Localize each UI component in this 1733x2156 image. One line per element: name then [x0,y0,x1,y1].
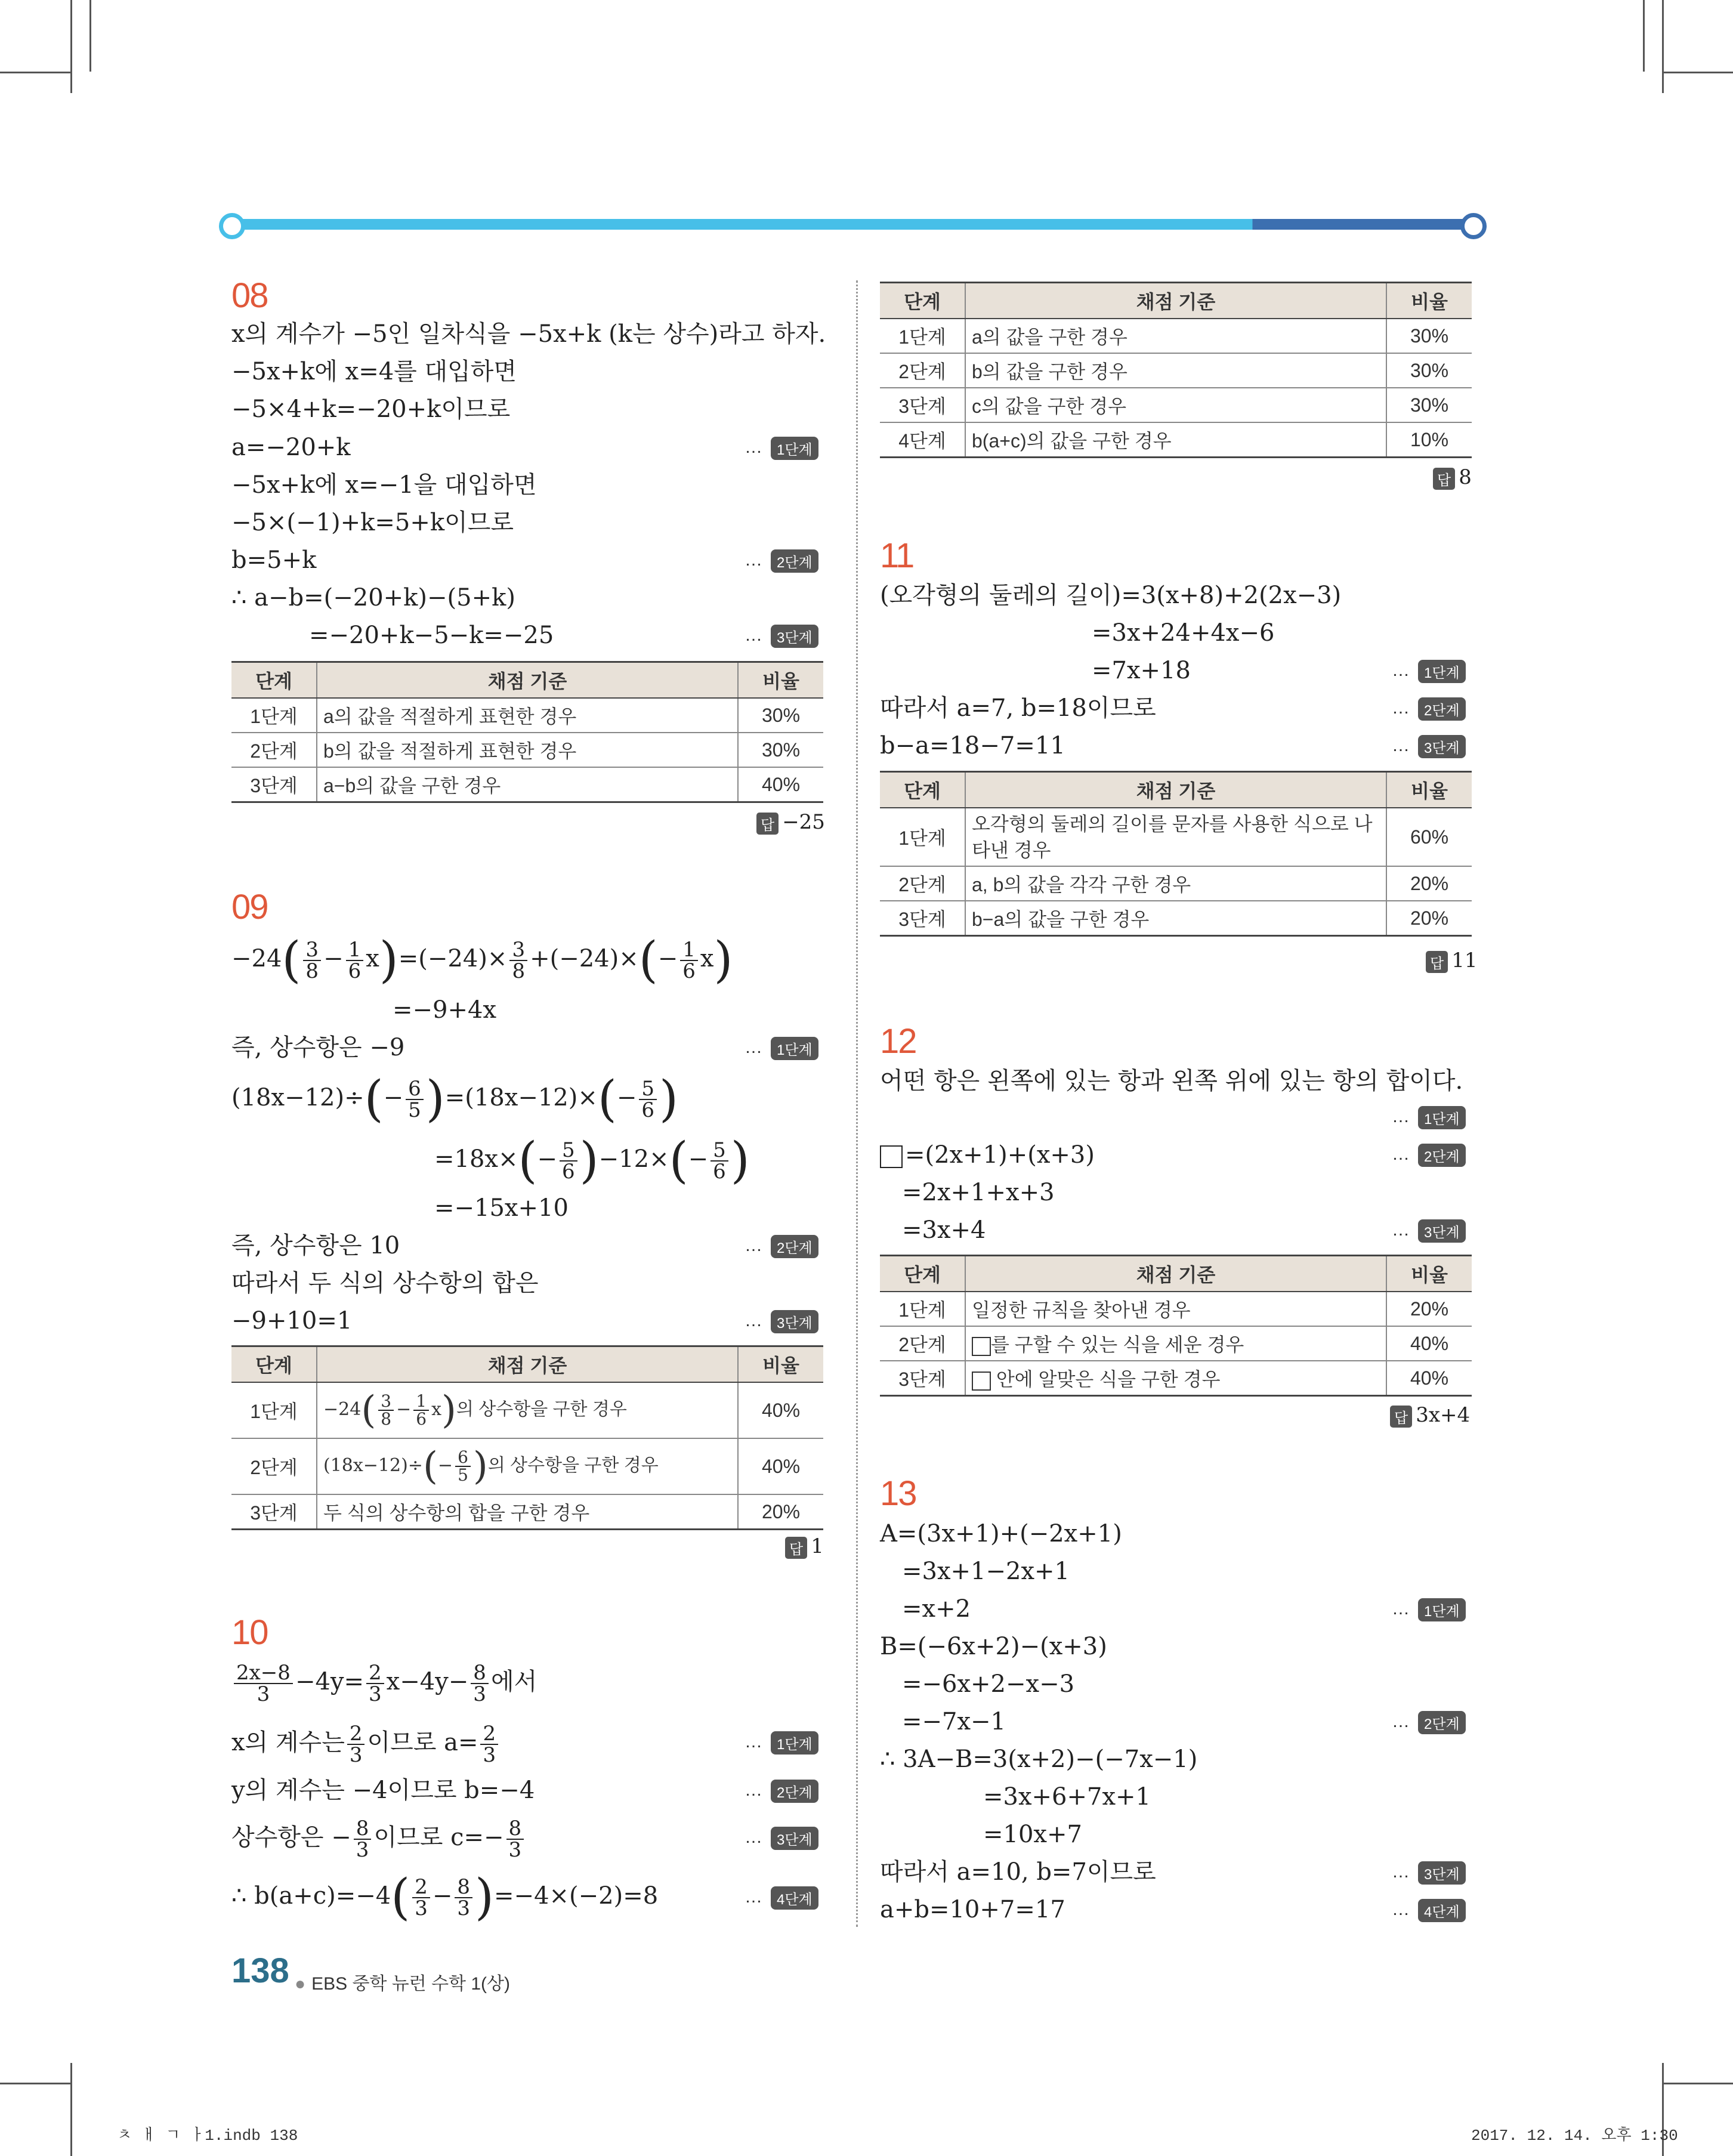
step-marker: … 2단계 [1392,1711,1466,1734]
step-marker: … 3단계 [1392,1861,1466,1885]
solution-line: =18x×(− $\frac{5}{6}$ )−12×(− $\frac{5}{6}$ ) [434,1132,750,1189]
solution-line: =2x+1+x+3 [902,1179,1055,1206]
blank-box [972,1372,991,1391]
question-number-08: 08 [231,276,268,315]
step-marker: … 4단계 [1392,1899,1466,1922]
step-marker: … 4단계 [745,1886,818,1910]
solution-line: B=(−6x+2)−(x+3) [880,1633,1107,1660]
book-title: ● EBS 중학 뉴런 수학 1(상) [295,1974,511,1994]
step-marker: … 3단계 [745,1310,818,1333]
question-number-10: 10 [231,1613,268,1652]
solution-line: 즉, 상수항은 −9 [231,1034,405,1061]
solution-line: −5x+k에 x=−1을 대입하면 [231,471,537,499]
solution-line: −5×(−1)+k=5+k이므로 [231,509,514,536]
crop-mark [1662,72,1733,73]
solution-line: =−6x+2−x−3 [902,1670,1075,1698]
answer-09: 답 1 [785,1534,824,1559]
question-number-09: 09 [231,888,268,926]
solution-line: 어떤 항은 왼쪽에 있는 항과 왼쪽 위에 있는 항의 합이다. [880,1067,1463,1095]
print-date: 2017. 12. 14. 오후 1:30 [1471,2127,1678,2145]
solution-line: $\frac{2x-8}{3}$ −4y= $\frac{2}{3}$ x−4y− $\frac{8}{3}$ 에서 [231,1656,537,1707]
solution-line: (오각형의 둘레의 길이)=3(x+8)+2(2x−3) [880,582,1342,609]
question-number-12: 12 [880,1022,916,1061]
solution-line: =x+2 [902,1595,971,1623]
solution-line: =3x+1−2x+1 [902,1558,1070,1585]
solution-line: ∴ a−b=(−20+k)−(5+k) [231,584,515,611]
solution-line: 따라서 두 식의 상수항의 합은 [231,1269,539,1297]
solution-line: =7x+18 [1092,657,1191,684]
step-marker: … 1단계 [1392,1106,1466,1129]
solution-line: (18x−12)÷(− $\frac{6}{5}$ )=(18x−12)×(− $\frac{5}{6}$ ) [231,1071,679,1128]
file-name: ㅊ ㅐ ㄱ ㅏ1.indb 138 [117,2127,298,2145]
solution-line: =3x+24+4x−6 [1092,619,1275,647]
header-bar-right-dot [1460,213,1487,239]
step-marker: … 2단계 [745,549,818,573]
crop-mark [1662,2083,1733,2084]
step-marker: … 2단계 [1392,1144,1466,1167]
step-marker: … 1단계 [1392,1598,1466,1621]
solution-line: −5x+k에 x=4를 대입하면 [231,358,517,385]
page-number: 138 [231,1951,289,1990]
solution-line: a+b=10+7=17 [880,1896,1065,1923]
answer-11: 답 11 [1426,949,1477,973]
blank-box [880,1145,903,1168]
scoring-table-09: 단계 채점 기준 비율 1단계 −24( $\frac{3}{8}$ − $\frac{1}{6}$ x)의 상수항을 구한 경우 40% 2단계 (18x−12)÷(− $\frac{6}{5}$ )의 상수항을 구한 경우 40% 3단계 두 식의 상수항의 합을 구한 경우 20% [231,1345,823,1530]
crop-mark [70,0,72,93]
step-marker: … 3단계 [745,1827,818,1850]
scoring-table-11: 단계 채점 기준 비율 1단계 오각형의 둘레의 길이를 문자를 사용한 식으로 나타낸 경우 60% 2단계 a, b의 값을 각각 구한 경우 20% 3단계 b−a의 값을 구한 경우 20% [880,771,1472,937]
header-bar-left-dot [219,213,245,239]
question-number-13: 13 [880,1474,916,1513]
solution-line: =10x+7 [983,1821,1082,1848]
solution-line: 즉, 상수항은 10 [231,1232,400,1259]
crop-mark [89,0,91,72]
solution-line: =−9+4x [393,996,497,1024]
solution-line: b=5+k [231,546,317,574]
solution-line: ∴ b(a+c)=−4( $\frac{2}{3}$ − $\frac{8}{3}$ )=−4×(−2)=8 [231,1869,659,1926]
crop-mark [1643,0,1645,72]
step-marker: … 1단계 [745,1037,818,1060]
solution-line: 따라서 a=10, b=7이므로 [880,1858,1156,1886]
solution-line: =−7x−1 [902,1708,1006,1735]
solution-line: b−a=18−7=11 [880,732,1065,759]
solution-line: =3x+6+7x+1 [983,1783,1151,1811]
solution-line: =−15x+10 [434,1194,569,1222]
step-marker: … 3단계 [745,625,818,648]
scoring-table-08: 단계 채점 기준 비율 1단계 a의 값을 적절하게 표현한 경우 30% 2단계 b의 값을 적절하게 표현한 경우 30% 3단계 a−b의 값을 구한 경우 40% [231,661,823,803]
column-divider [856,280,858,1927]
step-marker: … 1단계 [1392,660,1466,683]
solution-line: 따라서 a=7, b=18이므로 [880,694,1156,722]
step-marker: … 1단계 [745,1731,818,1755]
crop-mark [0,2083,70,2084]
solution-line: x의 계수가 −5인 일차식을 −5x+k (k는 상수)라고 하자. [231,320,826,348]
step-marker: … 2단계 [1392,697,1466,721]
answer-08: 답 −25 [756,810,825,835]
step-marker: … 1단계 [745,437,818,460]
solution-line: ∴ 3A−B=3(x+2)−(−7x−1) [880,1746,1198,1773]
solution-line: −24( $\frac{3}{8}$ − $\frac{1}{6}$ x)=(−24)× $\frac{3}{8}$ +(−24)×(− $\frac{1}{6}$ x) [231,932,733,989]
step-marker: … 2단계 [745,1780,818,1803]
crop-mark [70,2063,72,2156]
question-number-11: 11 [880,536,914,575]
solution-line: x의 계수는 $\frac{2}{3}$ 이므로 a= $\frac{2}{3}$ [231,1717,501,1768]
step-marker: … 2단계 [745,1235,818,1258]
step-marker: … 3단계 [1392,735,1466,758]
solution-line: A=(3x+1)+(−2x+1) [880,1520,1122,1547]
blank-box [972,1337,991,1356]
solution-line: −9+10=1 [231,1307,353,1335]
header-bar [229,219,1477,230]
solution-line: =3x+4 [902,1216,986,1244]
solution-line: 상수항은 − $\frac{8}{3}$ 이므로 c=− $\frac{8}{3}$ [231,1812,526,1863]
solution-line: =(2x+1)+(x+3) [880,1140,1095,1170]
step-marker: … 3단계 [1392,1219,1466,1243]
solution-line: a=−20+k [231,434,351,461]
crop-mark [0,72,70,73]
solution-line: −5×4+k=−20+k이므로 [231,396,511,423]
solution-line: =−20+k−5−k=−25 [309,622,554,649]
answer-12: 답 3x+4 [1390,1403,1470,1428]
scoring-table-12: 단계 채점 기준 비율 1단계 일정한 규칙을 찾아낸 경우 20% 2단계 를 구할 수 있는 식을 세운 경우 40% 3단계 안에 알맞은 식을 구한 경우 40% [880,1255,1472,1397]
answer-10: 답 8 [1433,465,1472,490]
solution-line: y의 계수는 −4이므로 b=−4 [231,1777,535,1804]
crop-mark [1662,0,1664,93]
scoring-table-10: 단계 채점 기준 비율 1단계 a의 값을 구한 경우 30% 2단계 b의 값을 구한 경우 30% 3단계 c의 값을 구한 경우 30% 4단계 b(a+c)의 값을 구한 경우 10% [880,282,1472,458]
